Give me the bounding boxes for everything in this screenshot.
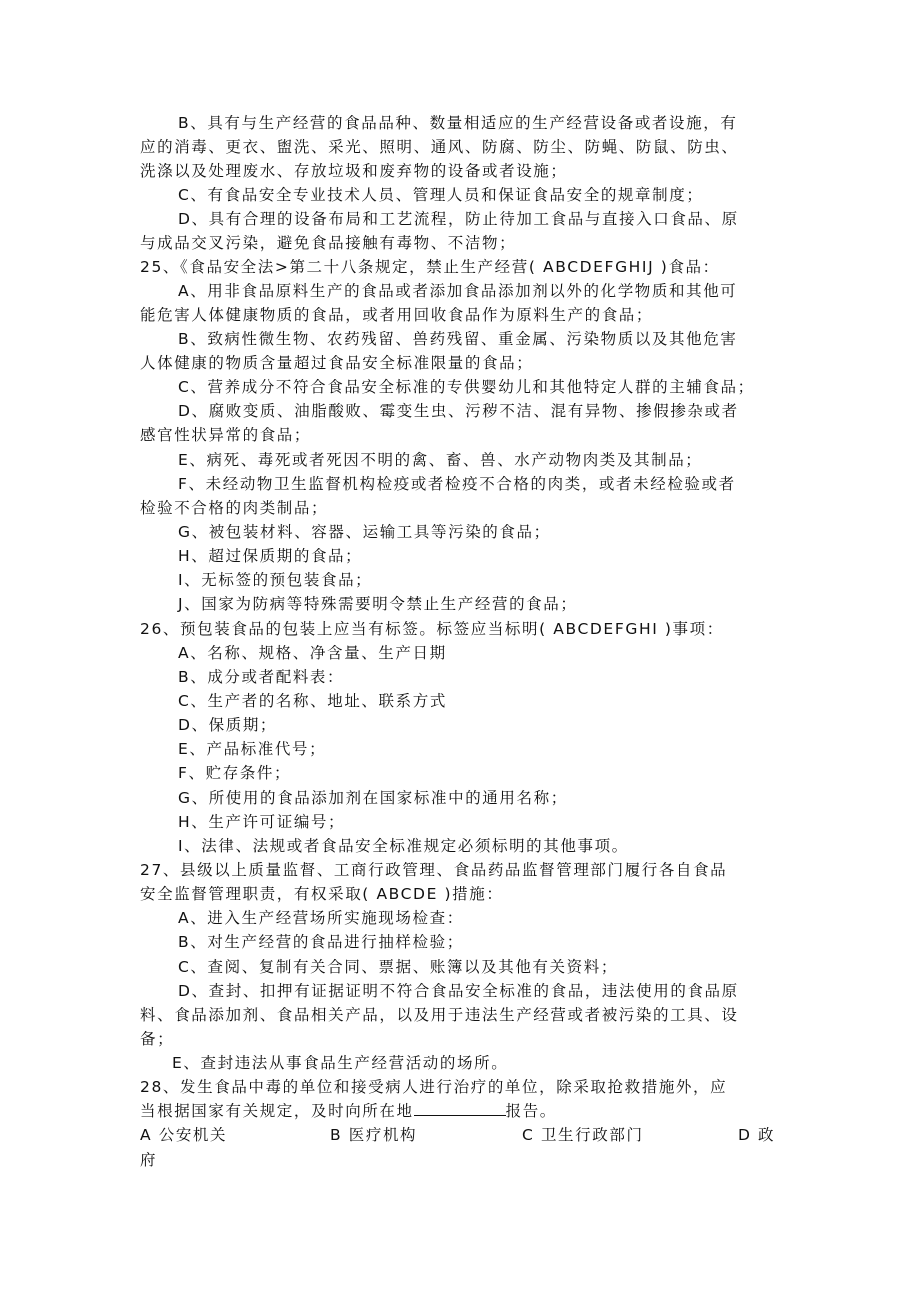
text-line: C、有食品安全专业技术人员、管理人员和保证食品安全的规章制度； [178,186,704,204]
text-line: J、国家为防病等特殊需要明令禁止生产经营的食品； [178,595,578,613]
text-line: H、生产许可证编号； [178,813,346,831]
text-line: B、具有与生产经营的食品品种、数量相适应的生产经营设备或者设施，有 [178,114,738,132]
text-line: A、名称、规格、净含量、生产日期 [178,644,447,662]
option-b: B 医疗机构 [330,1126,418,1144]
text-line: A、用非食品原料生产的食品或者添加食品添加剂以外的化学物质和其他可 [178,282,738,300]
text-line: E、病死、毒死或者死因不明的禽、畜、兽、水产动物肉类及其制品； [178,451,703,469]
text-line: C、营养成分不符合食品安全标准的专供婴幼儿和其他特定人群的主辅食品； [178,378,755,396]
option-d: D 政 [738,1126,776,1144]
text-line: D、具有合理的设备布局和工艺流程，防止待加工食品与直接入口食品、原 [178,210,739,228]
text-line: D、腐败变质、油脂酸败、霉变生虫、污秽不洁、混有异物、掺假掺杂或者 [178,402,739,420]
text-line: D、保质期； [178,716,278,734]
text-line: 感官性状异常的食品； [140,426,312,444]
option-d-continued: 府 [140,1151,158,1169]
text-line: A、进入生产经营场所实施现场检查： [178,909,464,927]
text-line: E、查封违法从事食品生产经营活动的场所。 [172,1054,509,1072]
text-line: 检验不合格的肉类制品； [140,499,329,517]
text-line: 能危害人体健康物质的食品，或者用回收食品作为原料生产的食品； [140,306,654,324]
text-line: F、贮存条件； [178,764,292,782]
text-line: C、生产者的名称、地址、联系方式 [178,692,447,710]
text-line: D、查封、扣押有证据证明不符合食品安全标准的食品，违法使用的食品原 [178,982,739,1000]
question-25: 25、《食品安全法>第二十八条规定，禁止生产经营( ABCDEFGHIJ )食品： [140,258,720,276]
question-27: 27、县级以上质量监督、工商行政管理、食品药品监督管理部门履行各自食品 [140,861,728,879]
text-line: 与成品交叉污染，避免食品接触有毒物、不洁物； [140,234,517,252]
text-line: G、被包装材料、容器、运输工具等污染的食品； [178,523,551,541]
text-line: 应的消毒、更衣、盥洗、采光、照明、通风、防腐、防尘、防蝇、防鼠、防虫、 [140,138,739,156]
answer-blank [414,1099,506,1116]
text-line: 洗涤以及处理废水、存放垃圾和废弃物的设备或者设施； [140,162,568,180]
line-suffix: 报告。 [505,1102,557,1120]
text-line: 料、食品添加剂、食品相关产品，以及用于违法生产经营或者被污染的工具、设 [140,1006,739,1024]
text-line: H、超过保质期的食品； [178,547,363,565]
text-line: I、法律、法规或者食品安全标准规定必须标明的其他事项。 [178,837,629,855]
text-line: G、所使用的食品添加剂在国家标准中的通用名称； [178,789,568,807]
text-line: B、成分或者配料表： [178,668,345,686]
text-line: F、未经动物卫生监督机构检疫或者检疫不合格的肉类，或者未经检验或者 [178,475,736,493]
text-line: E、产品标准代号； [178,740,327,758]
text-line: C、查阅、复制有关合同、票据、账簿以及其他有关资料； [178,958,618,976]
text-line: 安全监督管理职责，有权采取( ABCDE )措施： [140,885,504,903]
question-26: 26、预包装食品的包装上应当有标签。标签应当标明( ABCDEFGHI )事项： [140,620,724,638]
option-a: A 公安机关 [140,1126,228,1144]
text-line: I、无标签的预包装食品； [178,571,373,589]
question-28: 28、发生食品中毒的单位和接受病人进行治疗的单位，除采取抢救措施外，应 [140,1078,728,1096]
line-prefix: 当根据国家有关规定，及时向所在地 [140,1102,414,1120]
text-line: B、对生产经营的食品进行抽样检验； [178,933,464,951]
text-line: 备； [140,1030,175,1048]
option-c: C 卫生行政部门 [522,1126,644,1144]
text-line: 人体健康的物质含量超过食品安全标准限量的食品； [140,354,534,372]
text-line [140,1099,557,1123]
text-line: B、致病性微生物、农药残留、兽药残留、重金属、污染物质以及其他危害 [178,330,738,348]
